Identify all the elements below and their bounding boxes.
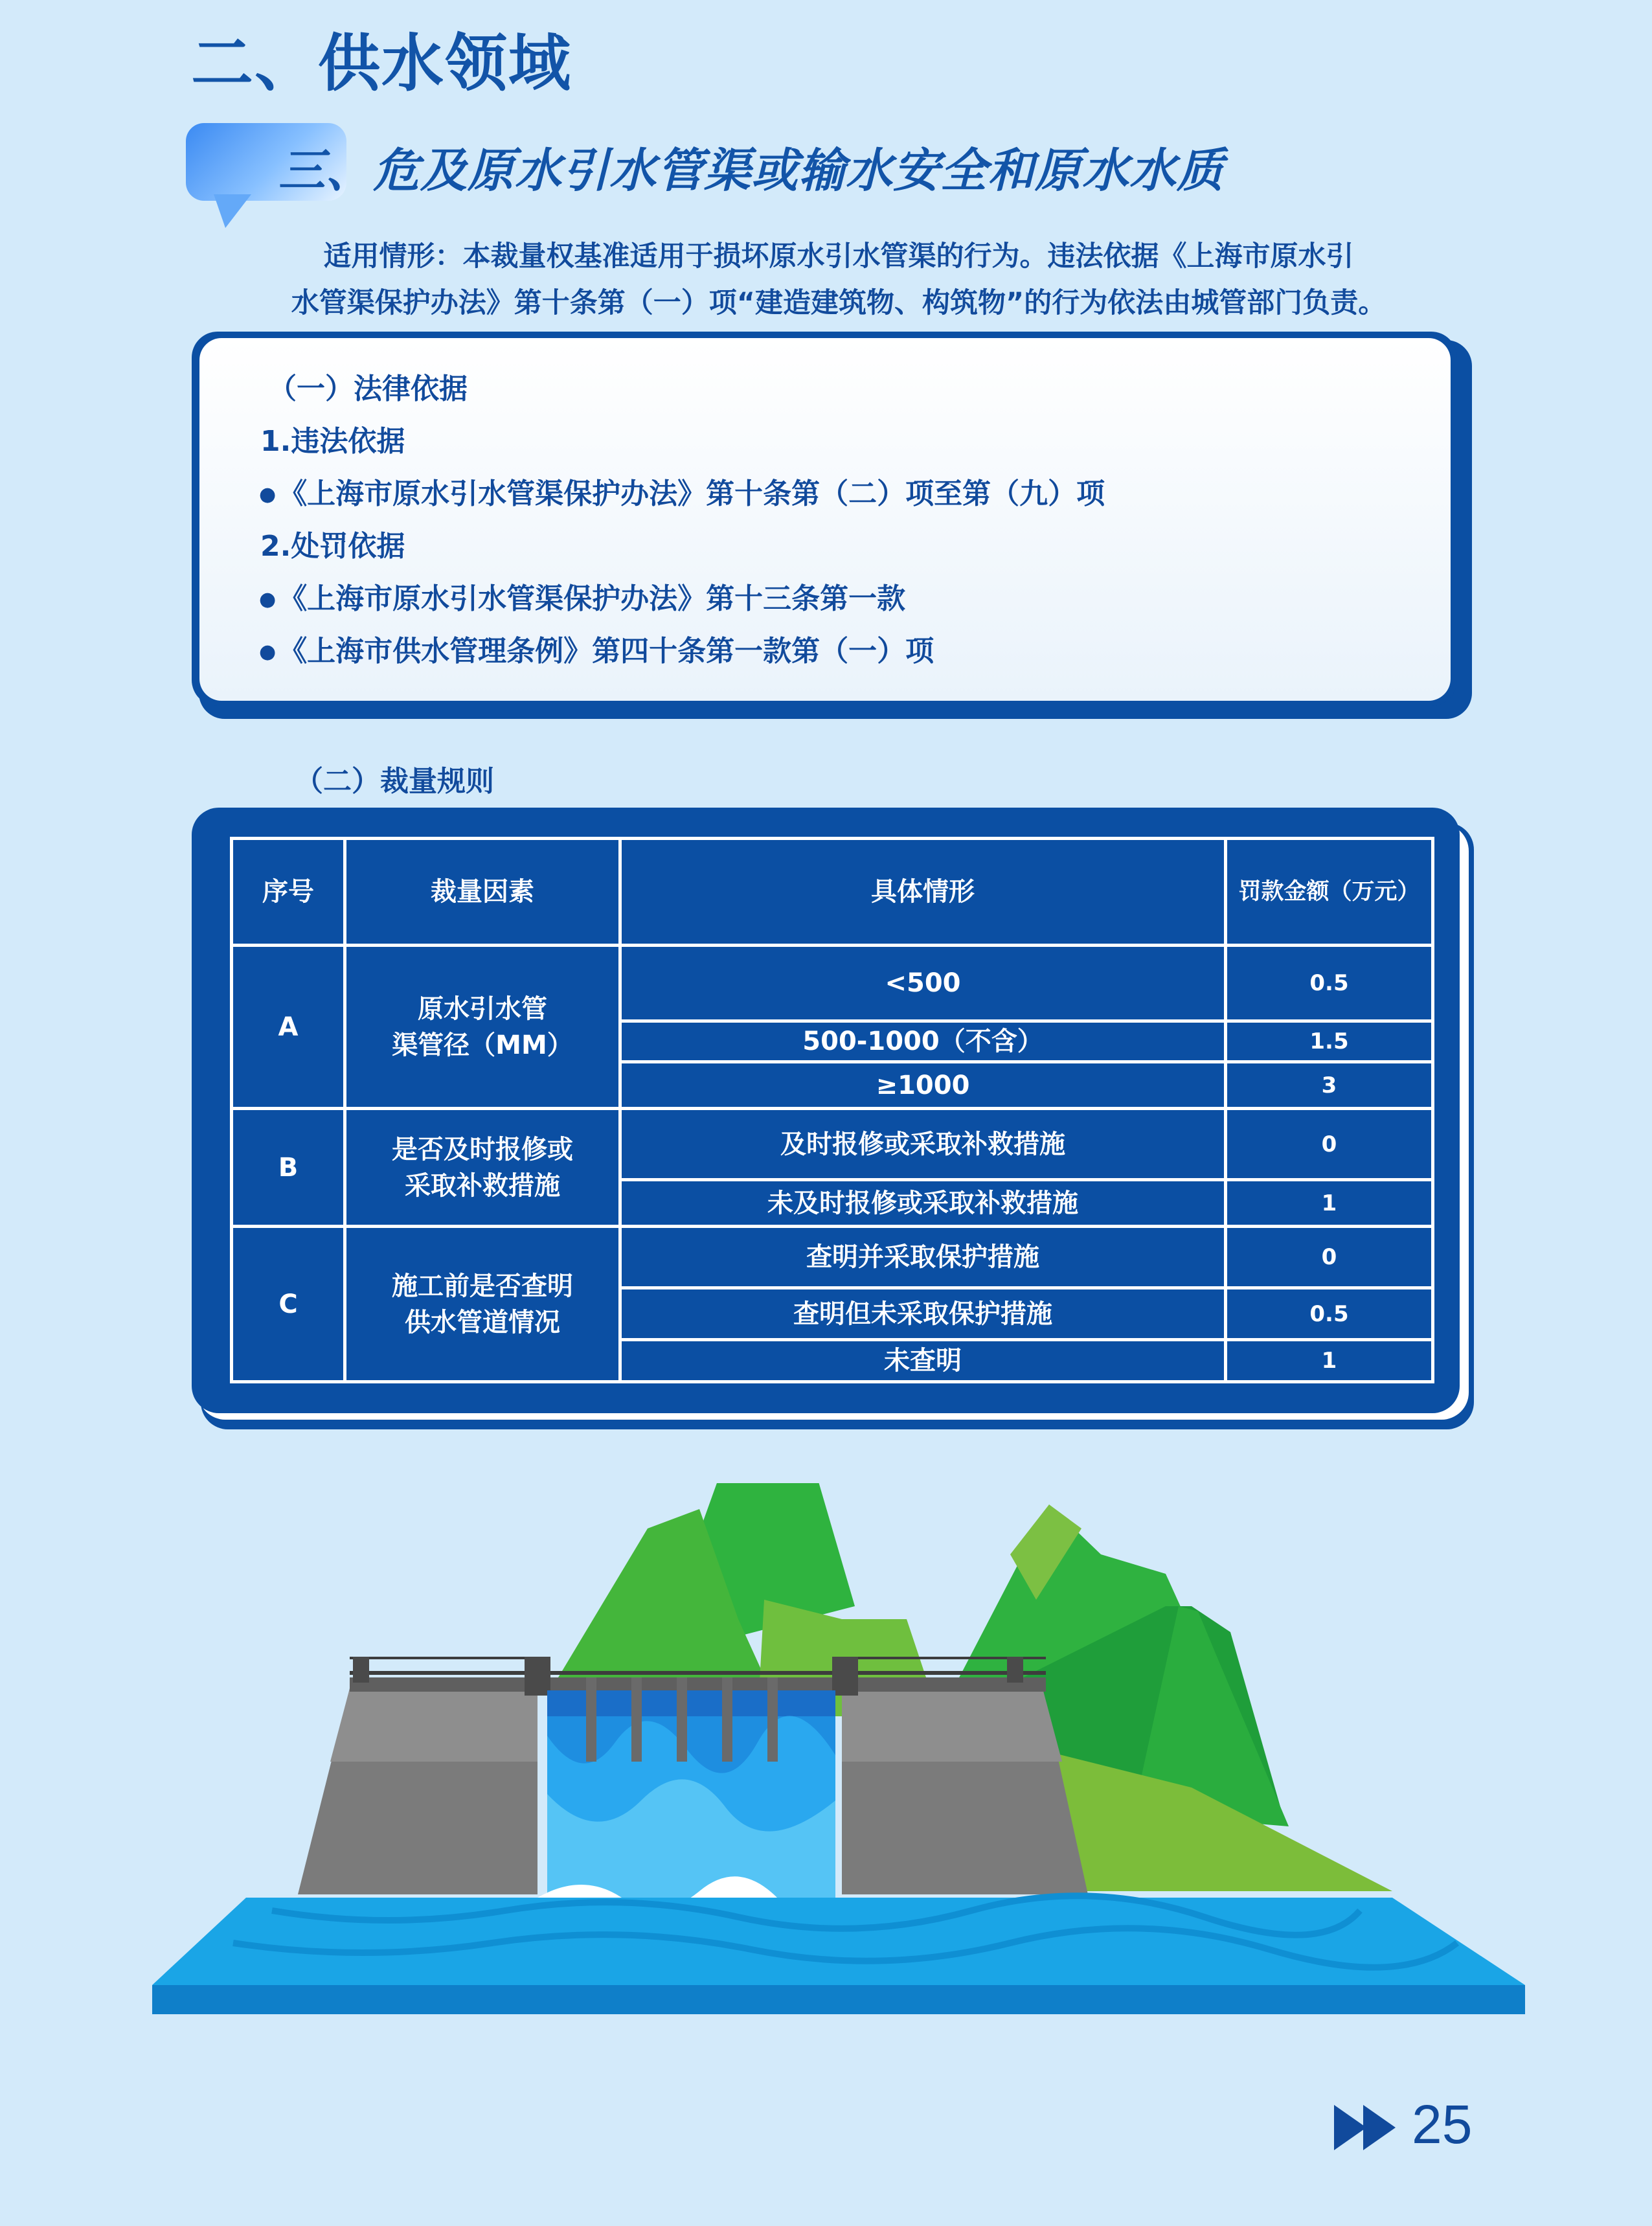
situation-cell: <500 (620, 946, 1226, 1021)
situation-cell: 未及时报修或采取补救措施 (620, 1180, 1226, 1227)
situation-cell: 及时报修或采取补救措施 (620, 1109, 1226, 1180)
violation-basis-heading: 1.违法依据 (260, 425, 405, 458)
group-id-cell: A (232, 946, 345, 1109)
intro-line-1: 适用情形：本裁量权基准适用于损坏原水引水管渠的行为。违法依据《上海市原水引 (323, 240, 1354, 273)
group-id-cell: B (232, 1109, 345, 1227)
situation-cell: 查明并采取保护措施 (620, 1227, 1226, 1288)
situation-cell: ≥1000 (620, 1062, 1226, 1109)
rules-heading: （二）裁量规则 (295, 765, 494, 798)
table-row (232, 1109, 1433, 1180)
factor-cell: 是否及时报修或 采取补救措施 (345, 1109, 620, 1227)
list-item: ● 《上海市原水引水管渠保护办法》第十条第（二）项至第（九）项 (259, 468, 1105, 520)
amount-cell: 1 (1226, 1340, 1433, 1382)
amount-cell: 0 (1226, 1109, 1433, 1180)
amount-cell: 0 (1226, 1227, 1433, 1288)
penalty-basis-heading: 2.处罚依据 (260, 530, 405, 563)
speech-bubble-tail (214, 194, 251, 228)
table-row (232, 946, 1433, 1021)
header-cell: 序号 (232, 839, 345, 946)
dam-waterfall-illustration (0, 1483, 1652, 2034)
subsection-title: 三、危及原水引水管渠或输水安全和原水水质 (278, 143, 1225, 198)
situation-cell: 查明但未采取保护措施 (620, 1288, 1226, 1340)
amount-cell: 3 (1226, 1062, 1433, 1109)
factor-cell: 施工前是否查明 供水管道情况 (345, 1227, 620, 1382)
intro-line-2: 水管渠保护办法》第十条第（一）项“建造建筑物、构筑物”的行为依法由城管部门负责。 (291, 287, 1386, 319)
situation-cell: 未查明 (620, 1340, 1226, 1382)
amount-cell: 1.5 (1226, 1021, 1433, 1062)
legal-basis-heading: （一）法律依据 (268, 372, 468, 405)
header-cell: 具体情形 (620, 839, 1226, 946)
table-header-row (232, 839, 1433, 946)
water-base (152, 1896, 1525, 2014)
page-number: 25 (1412, 2094, 1473, 2155)
header-cell: 罚款金额（万元） (1226, 839, 1433, 946)
table-row (232, 1227, 1433, 1288)
amount-cell: 0.5 (1226, 1288, 1433, 1340)
double-arrow-icon (1334, 2102, 1409, 2153)
header-cell: 裁量因素 (345, 839, 620, 946)
amount-cell: 0.5 (1226, 946, 1433, 1021)
list-item: ● 《上海市原水引水管渠保护办法》第十三条第一款 (259, 573, 1105, 625)
group-id-cell: C (232, 1227, 345, 1382)
situation-cell: 500-1000（不含） (620, 1021, 1226, 1062)
intro-paragraph (227, 233, 1451, 326)
section-title: 二、供水领域 (191, 27, 572, 100)
legal-basis-list (259, 363, 1105, 677)
dam-structure (298, 1657, 1088, 1924)
factor-cell: 原水引水管 渠管径（MM） (345, 946, 620, 1109)
discretion-rules-table (230, 837, 1434, 1383)
list-item: ● 《上海市供水管理条例》第四十条第一款第（一）项 (259, 625, 1105, 677)
amount-cell: 1 (1226, 1180, 1433, 1227)
